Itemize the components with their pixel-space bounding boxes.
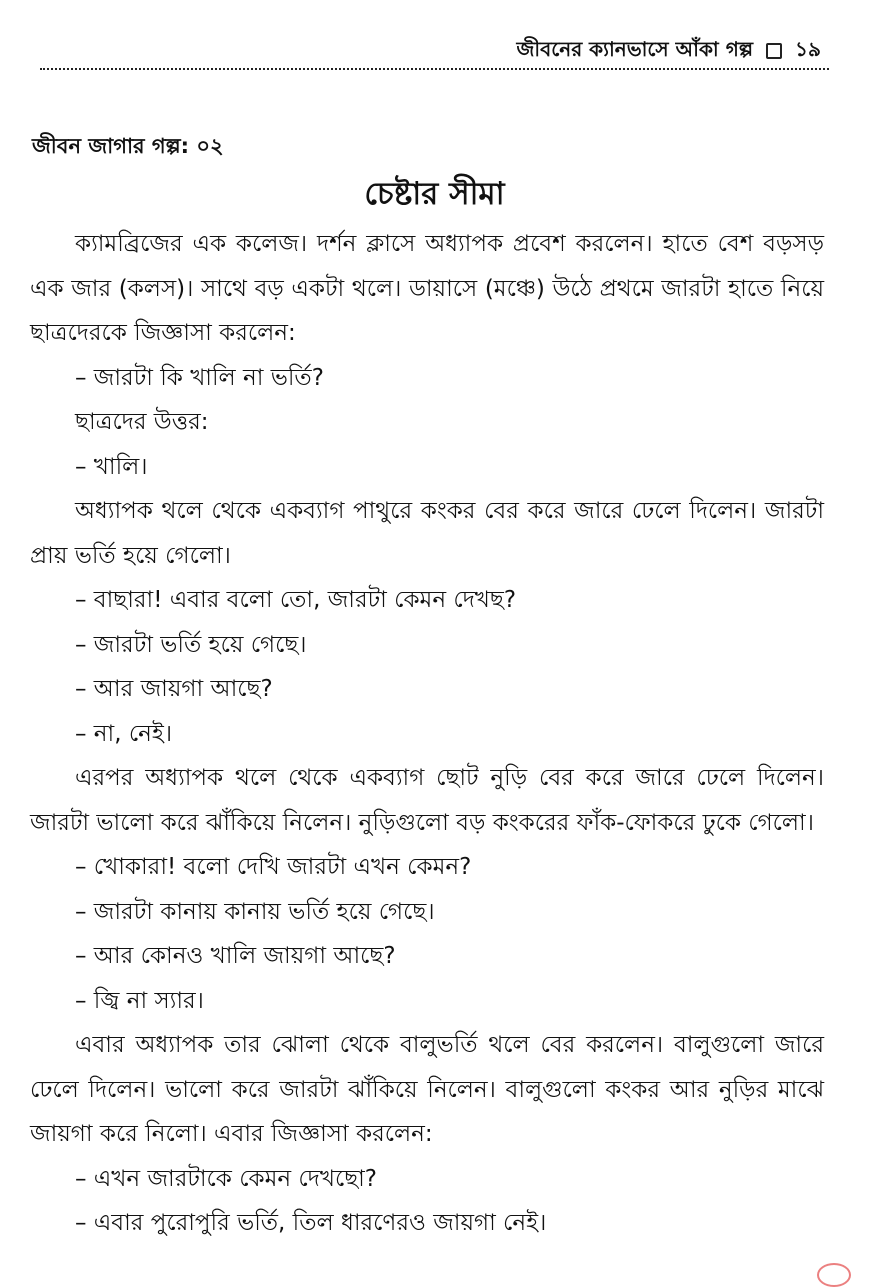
dialogue-line: – জ্বি না স্যার। xyxy=(75,987,204,1014)
dialogue-line: – খালি। xyxy=(75,453,148,480)
page-number: ১৯ xyxy=(795,37,821,61)
dialogue-line: – না, নেই। xyxy=(75,720,173,747)
dialogue-line: – এবার পুরোপুরি ভর্তি, তিল ধারণেরও জায়গা নেই। xyxy=(75,1210,547,1236)
dialogue-line: – আর কোনও খালি জায়গা আছে? xyxy=(75,943,396,969)
narrative-paragraph: অধ্যাপক থলে থেকে একব্যাগ পাথুরে কংকর বের করে জারে ঢেলে দিলেন। জারটা প্রায় ভর্তি হয়ে গেলো। xyxy=(30,498,824,569)
dialogue-line: – খোকারা! বলো দেখি জারটা এখন কেমন? xyxy=(75,854,472,880)
dialogue-line: – জারটা কি খালি না ভর্তি? xyxy=(75,364,324,391)
dialogue-line: – জারটা কানায় কানায় ভর্তি হয়ে গেছে। xyxy=(75,898,435,925)
square-ornament-icon xyxy=(766,43,782,59)
dialogue-line: – এখন জারটাকে কেমন দেখছো? xyxy=(75,1165,378,1192)
dialogue-line: – বাছারা! এবার বলো তো, জারটা কেমন দেখছ? xyxy=(75,587,517,613)
dialogue-line: – জারটা ভর্তি হয়ে গেছে। xyxy=(75,631,307,658)
story-title: চেষ্টার সীমা xyxy=(364,176,505,212)
dialogue-line: – আর জায়গা আছে? xyxy=(75,676,273,702)
narrative-paragraph: ক্যামব্রিজের এক কলেজ। দর্শন ক্লাসে অধ্যাপক প্রবেশ করলেন। হাতে বেশ বড়সড় এক জার (কলস)। সাথে বড় একটা থলে। ডায়াসে (মঞ্চে) উঠে প্রথমে জারটা হাতে নিয়ে ছাত্রদেরকে জিজ্ঞাসা করলেন: xyxy=(30,231,824,346)
book-title: জীবনের ক্যানভাসে আঁকা গল্প xyxy=(516,37,754,61)
red-stamp-mark-icon xyxy=(817,1263,851,1287)
dialogue-line: ছাত্রদের উত্তর: xyxy=(75,409,209,435)
series-label: জীবন জাগার গল্প: ০২ xyxy=(32,134,224,158)
narrative-paragraph: এরপর অধ্যাপক থলে থেকে একব্যাগ ছোট নুড়ি বের করে জারে ঢেলে দিলেন। জারটা ভালো করে ঝাঁকিয়ে নিলেন। নুড়িগুলো বড় কংকরের ফাঁক-ফোকরে ঢুকে গেলো। xyxy=(30,765,824,836)
story-body xyxy=(30,222,824,1246)
narrative-paragraph: এবার অধ্যাপক তার ঝোলা থেকে বালুভর্তি থলে বের করলেন। বালুগুলো জারে ঢেলে দিলেন। ভালো করে জারটা ঝাঁকিয়ে নিলেন। বালুগুলো কংকর আর নুড়ির মাঝে জায়গা করে নিলো। এবার জিজ্ঞাসা করলেন: xyxy=(30,1032,824,1147)
running-header xyxy=(40,30,829,70)
